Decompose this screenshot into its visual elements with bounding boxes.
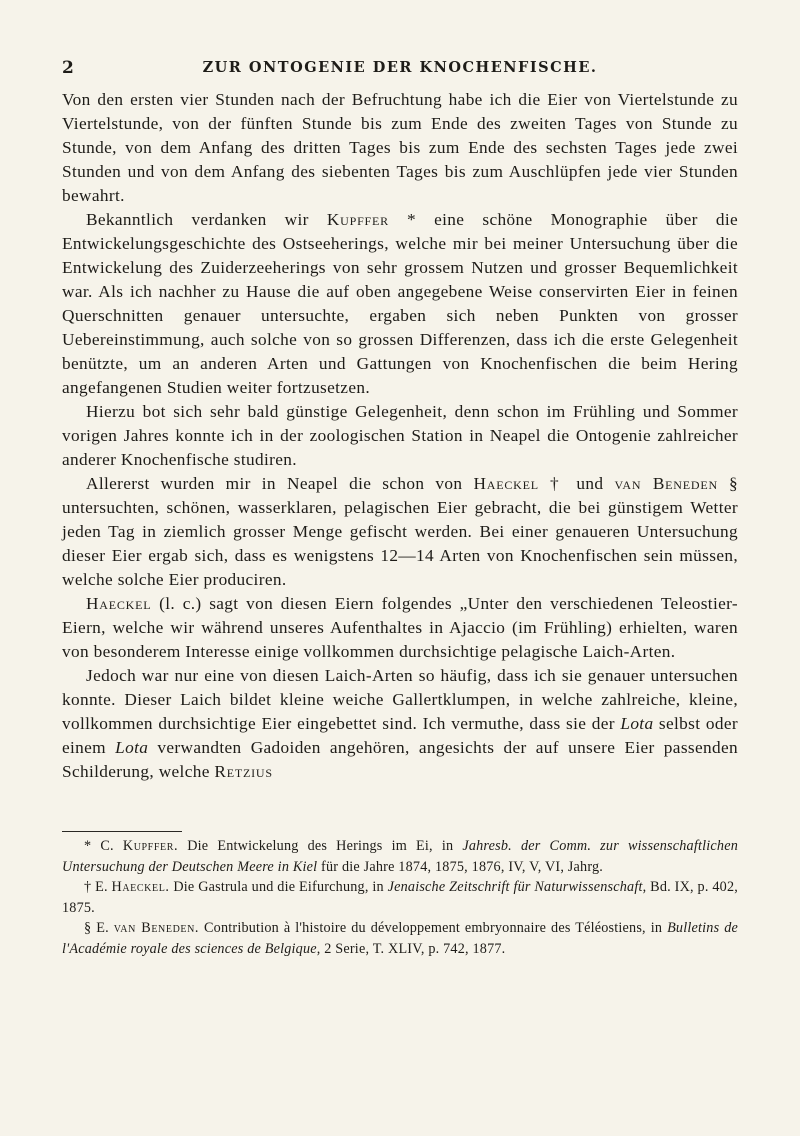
footnote-2-text-a: Die Gastrula und die Eifurchung, in [169,879,388,895]
footnote-1-text-b: für die Jahre 1874, 1875, 1876, IV, V, VI, Jahrg. [317,858,604,875]
footnote-kupffer [62,836,738,877]
paragraph-6-text-a: Jedoch war nur eine von diesen Laich-Arten so häufig, dass ich sie genauer untersuchen konnte. Dieser Laich bildet kleine weiche Gallertklumpen, in welche zahlreiche, kleine, vollkommen durchsichtige Eier eingebettet sind. Ich vermuthe, dass sie der [62,666,738,733]
paragraph-6-text-b: selbst oder einem [62,714,738,757]
genus-name-lota: Lota [620,714,654,733]
footnotes [62,836,738,959]
footnote-3-text-a: Contribution à l'histoire du développement embryonnaire des Téléostiens, in [199,920,668,936]
paragraph-3-text: Hierzu bot sich sehr bald günstige Gelegenheit, denn schon im Frühling und Sommer vorigen Jahres konnte ich in der zoologischen Station in Neapel die Ontogenie zahlreicher anderer Knochenfische studiren. [62,402,738,469]
paragraph-5 [62,592,738,664]
body-text [62,88,738,784]
author-name-haeckel: Haeckel [473,474,539,493]
footnote-3-mark: § E. [84,920,114,936]
paragraph-5-text: (l. c.) sagt von diesen Eiern folgendes „Unter den verschiedenen Teleostier-Eiern, welche wir während unseres Aufenthaltes in Ajaccio (im Frühling) erhielten, waren von besonderem Interesse einige vollkommen durchsichtige pelagische Laich-Arten. [62,594,738,661]
author-name-kupffer: Kupffer [326,210,389,229]
author-name-retzius: Retzius [214,762,273,781]
footnote-divider [62,831,182,832]
footnote-3-author: van Beneden. [113,920,200,936]
footnote-1-journal: Jahresb. der Comm. zur wissenschaftlichen Untersuchung der Deutschen Meere in Kiel [62,838,738,875]
running-title: ZUR ONTOGENIE DER KNOCHENFISCHE. [202,59,598,76]
footnote-2-journal: Jenaische Zeitschrift für Naturwissenschaft [387,879,643,895]
paragraph-4-text-a: Allererst wurden mir in Neapel die schon von [86,474,474,493]
footnote-haeckel [62,877,738,918]
paragraph-4 [62,472,738,592]
author-name-haeckel-2: Haeckel [86,594,152,613]
page-header [62,58,738,86]
paragraph-3 [62,400,738,472]
genus-name-lota-2: Lota [115,738,149,757]
paragraph-2 [62,208,738,400]
footnote-2-mark: † E. [84,879,112,895]
page-number: 2 [62,58,75,78]
paragraph-2-text-a: Bekanntlich verdanken wir [86,210,327,229]
paragraph-1 [62,88,738,208]
footnote-3-text-b: , 2 Serie, T. XLIV, p. 742, 1877. [316,940,506,957]
paragraph-1-text: Von den ersten vier Stunden nach der Befruchtung habe ich die Eier von Viertelstunde zu Viertelstunde, von der fünften Stunde bis zum Ende des zweiten Tages von Stunde zu Stunde, von dem Anfang des dritten Tages bis zum Ende des sechsten Tages jede zwei Stunden und von dem Anfang des siebenten Tages bis zum Auschlüpfen jede vier Stunden bewahrt. [62,90,738,205]
paragraph-4-text-c: § untersuchten, schönen, wasserklaren, pelagischen Eier gebracht, die bei günstigem Wetter jeden Tag in ziemlich grosser Menge gefischt werden. Bei einer genaueren Untersuchung dieser Eier ergab sich, dass es wenigstens 12—14 Arten von Knochenfischen sein müssen, welche solche Eier produciren. [62,474,738,589]
paragraph-6-text-c: verwandten Gadoiden angehören, angesichts der auf unsere Eier passenden Schilderung, welche [62,738,738,781]
paragraph-4-text-b: † und [538,474,615,493]
footnote-2-text-b: , Bd. IX, p. 402, 1875. [62,879,738,916]
paragraph-6 [62,664,738,784]
author-name-van-beneden: van Beneden [614,474,718,493]
footnote-3-journal: Bulletins de l'Académie royale des sciences de Belgique [62,920,739,957]
footnote-1-author: Kupffer. [122,838,179,854]
footnote-1-text-a: Die Entwickelung des Herings im Ei, in [178,838,463,854]
paragraph-2-text-b: * eine schöne Monographie über die Entwickelungsgeschichte des Ostseeherings, welche mir bei meiner Untersuchung über die Entwickelung des Zuiderzeeherings von sehr grossem Nutzen und grosser Bequemlichkeit war. Als ich nachher zu Hause die auf oben angegebene Weise conservirten Eier in feinen Querschnitten genauer untersuchte, ergaben sich neben Punkten von grosser Uebereinstimmung, auch solche von so grossen Differenzen, dass ich die erste Gelegenheit benützte, um an anderen Arten und Gattungen von Knochenfischen die beim Hering angefangenen Studien weiter fortzusetzen. [62,210,738,397]
footnote-2-author: Haeckel. [111,879,170,895]
footnote-van-beneden [62,918,738,959]
footnote-1-mark: * C. [84,838,123,854]
